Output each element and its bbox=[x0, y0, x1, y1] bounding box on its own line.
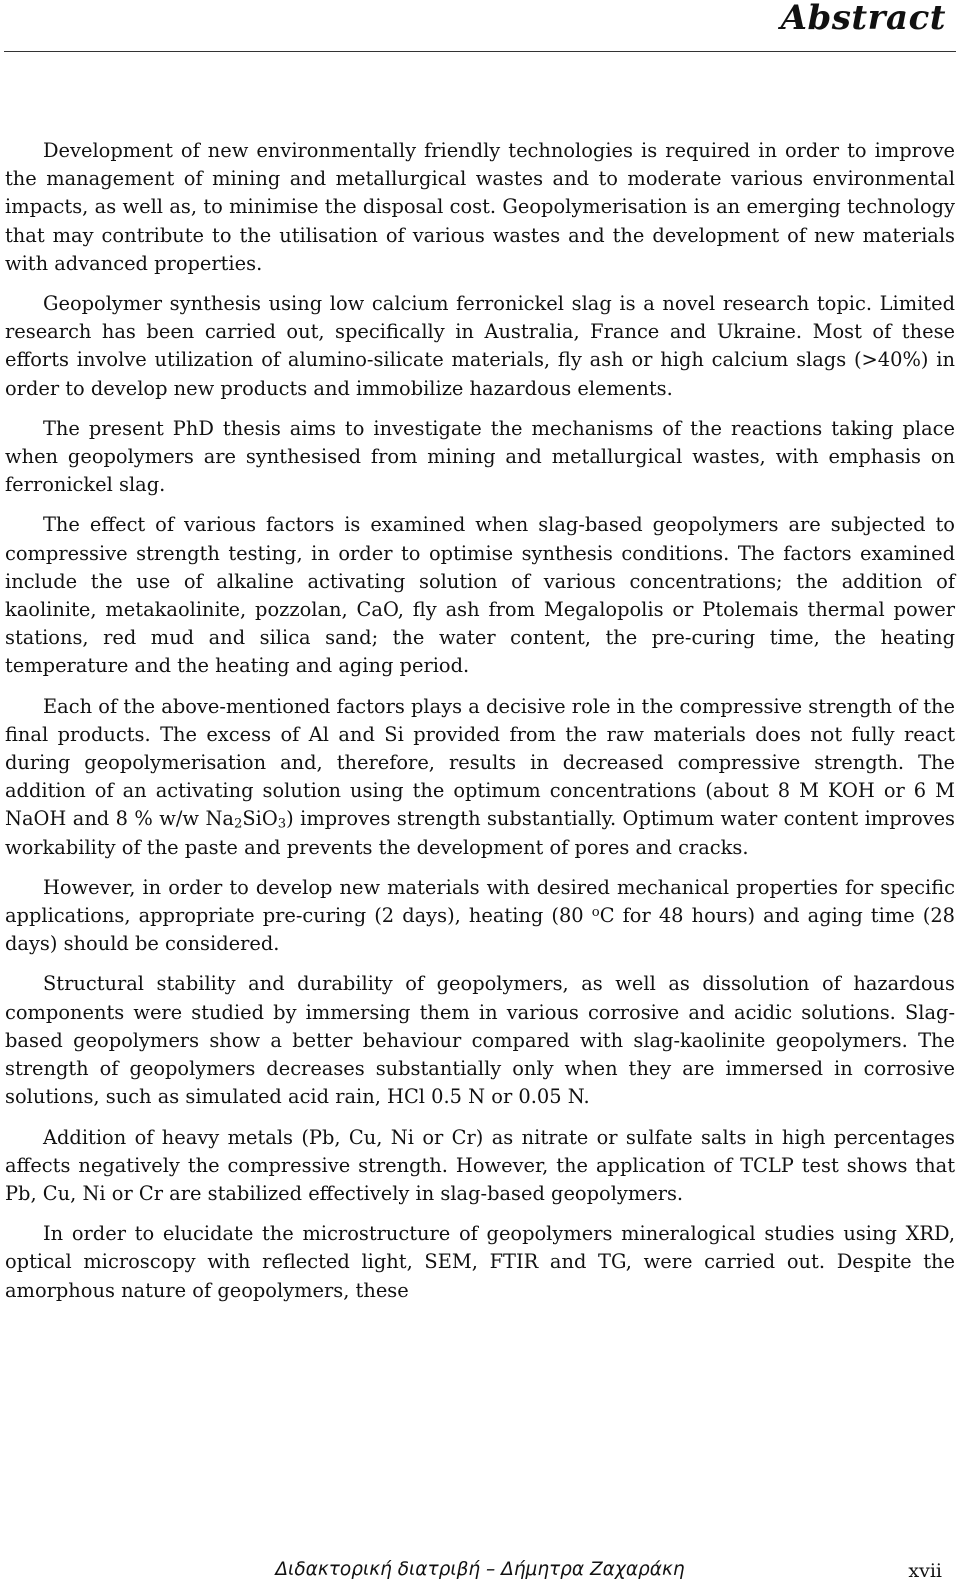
header-divider bbox=[4, 51, 956, 52]
paragraph-aims: The present PhD thesis aims to investigate the mechanisms of the reactions taking place when geopolymers are synthesised from mining and metallurgical wastes, with emphasis on ferronickel slag. bbox=[5, 416, 955, 497]
paragraph-factors: The effect of various factors is examined when slag-based geopolymers are subjected to compressive strength testing, in order to optimise synthesis conditions. The factors examined include the use of alkaline activating solution of various concentrations; the addition of kaolinite, metakaolinite, pozzolan, CaO, fly ash from Megalopolis or Ptolemais thermal power stations, red mud and silica sand; the water content, the pre-curing time, the heating temperature and the heating and aging period. bbox=[5, 513, 955, 678]
paragraph-heavy-metals: Addition of heavy metals (Pb, Cu, Ni or Cr) as nitrate or sulfate salts in high percentages affects negatively the compressive strength. However, the application of TCLP test shows that Pb, Cu, Ni or Cr are stabilized effectively in slag-based geopolymers. bbox=[5, 1125, 955, 1205]
paragraph-conditions bbox=[5, 874, 955, 959]
paragraph-stability: Structural stability and durability of geopolymers, as well as dissolution of hazardous components were studied by immersing them in various corrosive and acidic solutions. Slag-based geopolymers show a better behaviour compared with slag-kaolinite geopolymers. The strength of geopolymers decreases substantially only when they are immersed in corrosive solutions, such as simulated acid rain, HCl 0.5 N or 0.05 N. bbox=[5, 972, 955, 1109]
paragraph-intro: Development of new environmentally friendly technologies is required in order to improve the management of mining and metallurgical wastes and to moderate various environmental impacts, as well as, to minimise the disposal cost. Geopolymerisation is an emerging technology that may contribute to the utilisation of various wastes and the development of new materials with advanced properties. bbox=[5, 139, 955, 275]
conditions-text-start: However, in order to develop new materials with desired mechanical properties for specific applications, appropriate pre-curing (2 days), heating (80 bbox=[5, 875, 955, 928]
paragraph-microstructure: In order to elucidate the microstructure of geopolymers mineralogical studies using XRD, optical microscopy with reflected light, SEM, FTIR and TG, were carried out. Despite the amorphous nature of geopolymers, these bbox=[5, 1222, 955, 1302]
formula-sio: SiO bbox=[242, 807, 278, 831]
page-number: xvii bbox=[908, 1560, 942, 1582]
paragraph-topic: Geopolymer synthesis using low calcium ferronickel slag is a novel research topic. Limited research has been carried out, specifically in Australia, France and Ukraine. Most of these efforts involve utilization of alumino-silicate materials, fly ash or high calcium slags (>40%) in order to develop new products and immobilize hazardous elements. bbox=[5, 292, 955, 400]
paragraph-results bbox=[5, 693, 955, 862]
page-title: Abstract bbox=[780, 0, 946, 38]
abstract-body bbox=[5, 137, 955, 1317]
conditions-text-end: C for 48 hours) and aging time (28 days) should be considered. bbox=[5, 904, 955, 956]
results-text-start: Each of the above-mentioned factors plays a decisive role in the compressive strength of the final products. The excess of Al and Si provided from the raw materials does not fully react during geopolymerisation and, therefore, results in decreased compressive strength. The addition of an activating solution using the optimum concentrations (about 8 M KOH or 6 M NaOH and 8 % w/w bbox=[5, 694, 955, 831]
degree-superscript: o bbox=[591, 905, 600, 921]
results-text-end: ) improves strength substantially. Optimum water content improves workability of the paste and prevents the development of pores and cracks. bbox=[5, 807, 955, 859]
formula-sio-subscript: 3 bbox=[277, 817, 287, 833]
footer-thesis-title: Διδακτορική διατριβή – Δήμητρα Ζαχαράκη bbox=[275, 1559, 685, 1580]
formula-na: Na bbox=[205, 807, 234, 831]
formula-na-subscript: 2 bbox=[233, 817, 243, 833]
